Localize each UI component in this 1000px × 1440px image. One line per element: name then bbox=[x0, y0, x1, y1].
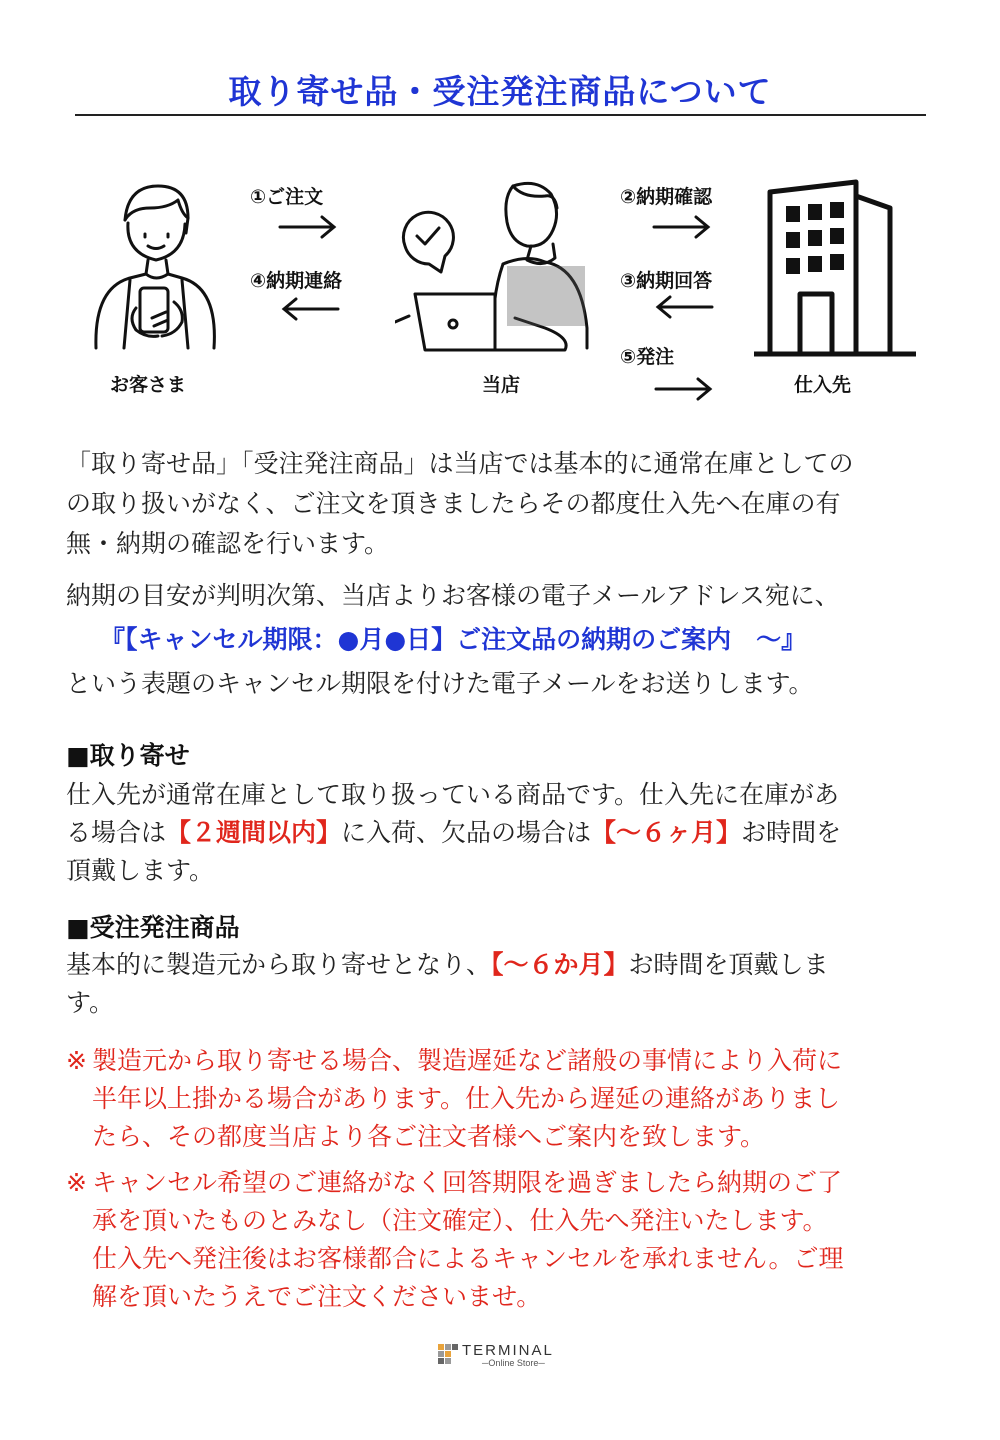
toriyose-paragraph bbox=[66, 776, 946, 890]
section-heading-juchu: ■受注発注商品 bbox=[66, 913, 240, 942]
text-segment: お時間を bbox=[741, 818, 842, 847]
text-line: という表題のキャンセル期限を付けた電子メールをお送りします。 bbox=[66, 669, 814, 698]
text-line: 仕入先へ発注後はお客様都合によるキャンセルを承れません。ご理 bbox=[92, 1244, 844, 1273]
text-line: 解を頂いたうえでご注文くださいませ。 bbox=[92, 1282, 542, 1311]
juchu-paragraph bbox=[66, 946, 946, 1022]
text-line: キャンセル希望のご連絡がなく回答期限を過ぎましたら納期のご了 bbox=[92, 1168, 843, 1197]
text-line: 半年以上掛かる場合があります。仕入先から遅延の連絡がありまし bbox=[92, 1084, 841, 1113]
page-title: 取り寄せ品・受注発注商品について bbox=[228, 72, 772, 111]
text-line: 仕入先が通常在庫として取り扱っている商品です。仕入先に在庫があ bbox=[66, 780, 840, 809]
email-notice-paragraph bbox=[66, 576, 946, 616]
building-icon bbox=[750, 178, 920, 360]
shop-staff-icon bbox=[395, 178, 595, 363]
step-delivery-reply-label: ③納期回答 bbox=[620, 270, 713, 292]
arrow-right-icon bbox=[654, 376, 714, 402]
step-delivery-check-label: ②納期確認 bbox=[620, 186, 713, 208]
customer-label: お客さま bbox=[110, 374, 187, 396]
order-flow-diagram bbox=[60, 160, 940, 420]
text-segment: に入荷、欠品の場合は bbox=[341, 818, 592, 847]
text-line bbox=[66, 946, 946, 984]
note-delay bbox=[66, 1042, 946, 1156]
text-segment: る場合は bbox=[66, 818, 167, 847]
arrow-left-icon bbox=[654, 294, 714, 320]
text-segment: お時間を頂戴しま bbox=[628, 950, 829, 979]
arrow-right-icon bbox=[652, 214, 712, 240]
section-heading-toriyose: ■取り寄せ bbox=[66, 741, 190, 770]
intro-paragraph bbox=[66, 444, 946, 564]
text-line: たら、その都度当店より各ご注文者様へご案内を致します。 bbox=[92, 1122, 766, 1151]
step-order-label: ①ご注文 bbox=[250, 186, 324, 208]
email-subject-text: 『【キャンセル期限：●月●日】ご注文品の納期のご案内 ～』 bbox=[100, 625, 807, 654]
highlight-period: 【～６ヶ月】 bbox=[591, 818, 742, 847]
text-segment: 基本的に製造元から取り寄せとなり、 bbox=[66, 950, 492, 979]
note-cancel bbox=[66, 1164, 946, 1316]
note-mark: ※ bbox=[66, 1046, 87, 1075]
text-line: 「取り寄せ品」「受注発注商品」は当店では基本的に通常在庫としての bbox=[66, 449, 854, 478]
text-line: の取り扱いがなく、ご注文を頂きましたらその都度仕入先へ在庫の有 bbox=[66, 489, 841, 518]
terminal-logo bbox=[438, 1342, 568, 1372]
logo-subtitle: ─Online Store─ bbox=[482, 1358, 545, 1368]
shop-label: 当店 bbox=[482, 374, 521, 396]
note-mark: ※ bbox=[66, 1168, 87, 1197]
arrow-left-icon bbox=[280, 296, 340, 322]
customer-icon bbox=[90, 178, 220, 363]
text-line bbox=[66, 814, 946, 852]
email-notice-paragraph-end bbox=[66, 664, 946, 704]
logo-name: TERMINAL bbox=[462, 1342, 554, 1359]
text-line: 承を頂いたものとみなし（注文確定）、仕入先へ発注いたします。 bbox=[92, 1206, 828, 1235]
text-line: す。 bbox=[66, 988, 115, 1017]
supplier-label: 仕入先 bbox=[794, 374, 852, 396]
text-line: 納期の目安が判明次第、当店よりお客様の電子メールアドレス宛に、 bbox=[66, 581, 840, 610]
step-place-order-label: ⑤発注 bbox=[620, 346, 675, 368]
step-delivery-notice-label: ④納期連絡 bbox=[250, 270, 343, 292]
text-line: 頂戴します。 bbox=[66, 856, 215, 885]
arrow-right-icon bbox=[278, 214, 338, 240]
title-divider bbox=[75, 114, 926, 116]
highlight-period: 【２週間以内】 bbox=[166, 818, 342, 847]
text-line: 製造元から取り寄せる場合、製造遅延など諸般の事情により入荷に bbox=[92, 1046, 843, 1075]
highlight-period: 【～６か月】 bbox=[491, 950, 629, 979]
logo-mark-icon bbox=[438, 1344, 458, 1364]
text-line: 無・納期の確認を行います。 bbox=[66, 529, 390, 558]
